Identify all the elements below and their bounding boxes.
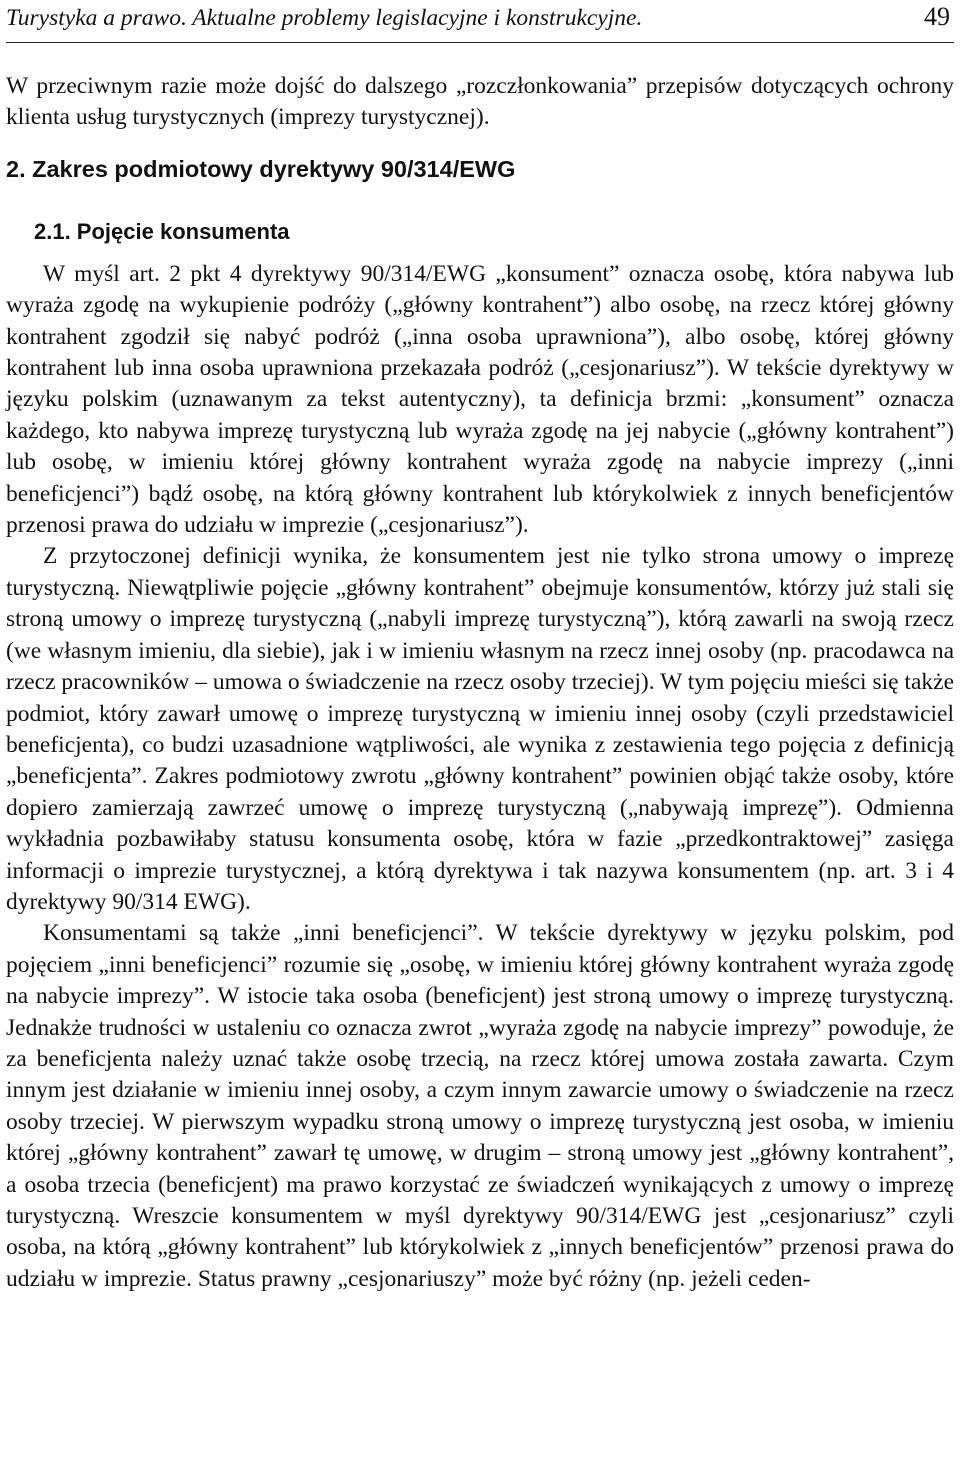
intro-paragraph: W przeciwnym razie może dojść do dalszego „rozczłonkowania” przepisów dotyczących ochrony klienta usług turystycznych (imprezy turystycznej). <box>6 73 954 131</box>
running-title: Turystyka a prawo. Aktualne problemy legislacyjne i konstrukcyjne. <box>6 5 643 31</box>
paragraph-consumer-definition: W myśl art. 2 pkt 4 dyrektywy 90/314/EWG „konsument” oznacza osobę, która nabywa lub wyraża zgodę na wykupienie podróży („główny kontrahent”) albo osobę, na rzecz której główny kontrahent zgodził się nabyć podróż („inna osoba uprawniona”), albo osobę, której główny kontrahent lub inna osoba uprawniona przekazała podróż („cesjonariusz”). W tekście dyrektywy w języku polskim (uznawanym za tekst autentyczny), ta definicja brzmi: „konsument” oznacza każdego, kto nabywa imprezę turystyczną lub wyraża zgodę na jej nabycie („główny kontrahent”) lub osobę, w imieniu której główny kontrahent wyraża zgodę na nabycie imprezy („inni beneficjenci”) bądź osobę, na którą główny kontrahent lub którykolwiek z innych beneficjentów przenosi prawa do udziału w imprezie („cesjonariusz”). <box>6 260 954 539</box>
subsection-heading: 2.1. Pojęcie konsumenta <box>34 218 290 244</box>
paragraph-main-contractor: Z przytoczonej definicji wynika, że konsumentem jest nie tylko strona umowy o imprezę turystyczną. Niewątpliwie pojęcie „główny kontrahent” obejmuje konsumentów, którzy już stali się stroną umowy o imprezę turystyczną („nabyli imprezę turystyczną”), którą zawarli na swoją rzecz (we własnym imieniu, dla siebie), jak i w imieniu własnym na rzecz innej osoby (np. pracodawca na rzecz pracowników – umowa o świadczenie na rzecz osoby trzeciej). W tym pojęciu mieści się także podmiot, który zawarł umowę o imprezę turystyczną w imieniu innej osoby (czyli przedstawiciel beneficjenta), co budzi uzasadnione wątpliwości, ale wynika z zestawienia tego pojęcia z definicją „beneficjenta”. Zakres podmiotowy zwrotu „główny kontrahent” powinien objąć także osoby, które dopiero zamierzają zawrzeć umowę o imprezę turystyczną („nabywają imprezę”). Odmienna wykładnia pozbawiłaby statusu konsumenta osobę, która w fazie „przedkontraktowej” zasięga informacji o imprezie turystycznej, a którą dyrektywa i tak nazywa konsumentem (np. art. 3 i 4 dyrektywy 90/314 EWG). <box>6 543 954 915</box>
paragraph-other-beneficiaries: Konsumentami są także „inni beneficjenci”. W tekście dyrektywy w języku polskim, pod pojęciem „inni beneficjenci” rozumie się „osobę, w imieniu której główny kontrahent wyraża zgodę na nabycie imprezy”. W istocie taka osoba (beneficjent) jest stroną umowy o imprezę turystyczną. Jednakże trudności w ustaleniu co oznacza zwrot „wyraża zgodę na nabycie imprezy” powoduje, że za beneficjenta należy uznać także osobę trzecią, na rzecz której umowa została zawarta. Czym innym jest działanie w imieniu innej osoby, a czym innym zawarcie umowy o świadczenie na rzecz osoby trzeciej. W pierwszym wypadku stroną umowy o imprezę turystyczną jest osoba, w imieniu której „główny kontrahent” zawarł tę umowę, w drugim – stroną umowy jest „główny kontrahent”, a osoba trzecia (beneficjent) ma prawo korzystać ze świadczeń wynikających z umowy o imprezę turystyczną. Wreszcie konsumentem w myśl dyrektywy 90/314/EWG jest „cesjonariusz” czyli osoba, na którą „główny kontrahent” lub którykolwiek z „innych beneficjentów” przenosi prawa do udziału w imprezie. Status prawny „cesjonariuszy” może być różny (np. jeżeli ceden- <box>6 920 954 1292</box>
page-number: 49 <box>924 2 950 31</box>
running-header <box>6 0 954 43</box>
section-heading: 2. Zakres podmiotowy dyrektywy 90/314/EWG <box>6 155 516 182</box>
document-page <box>6 0 954 1295</box>
